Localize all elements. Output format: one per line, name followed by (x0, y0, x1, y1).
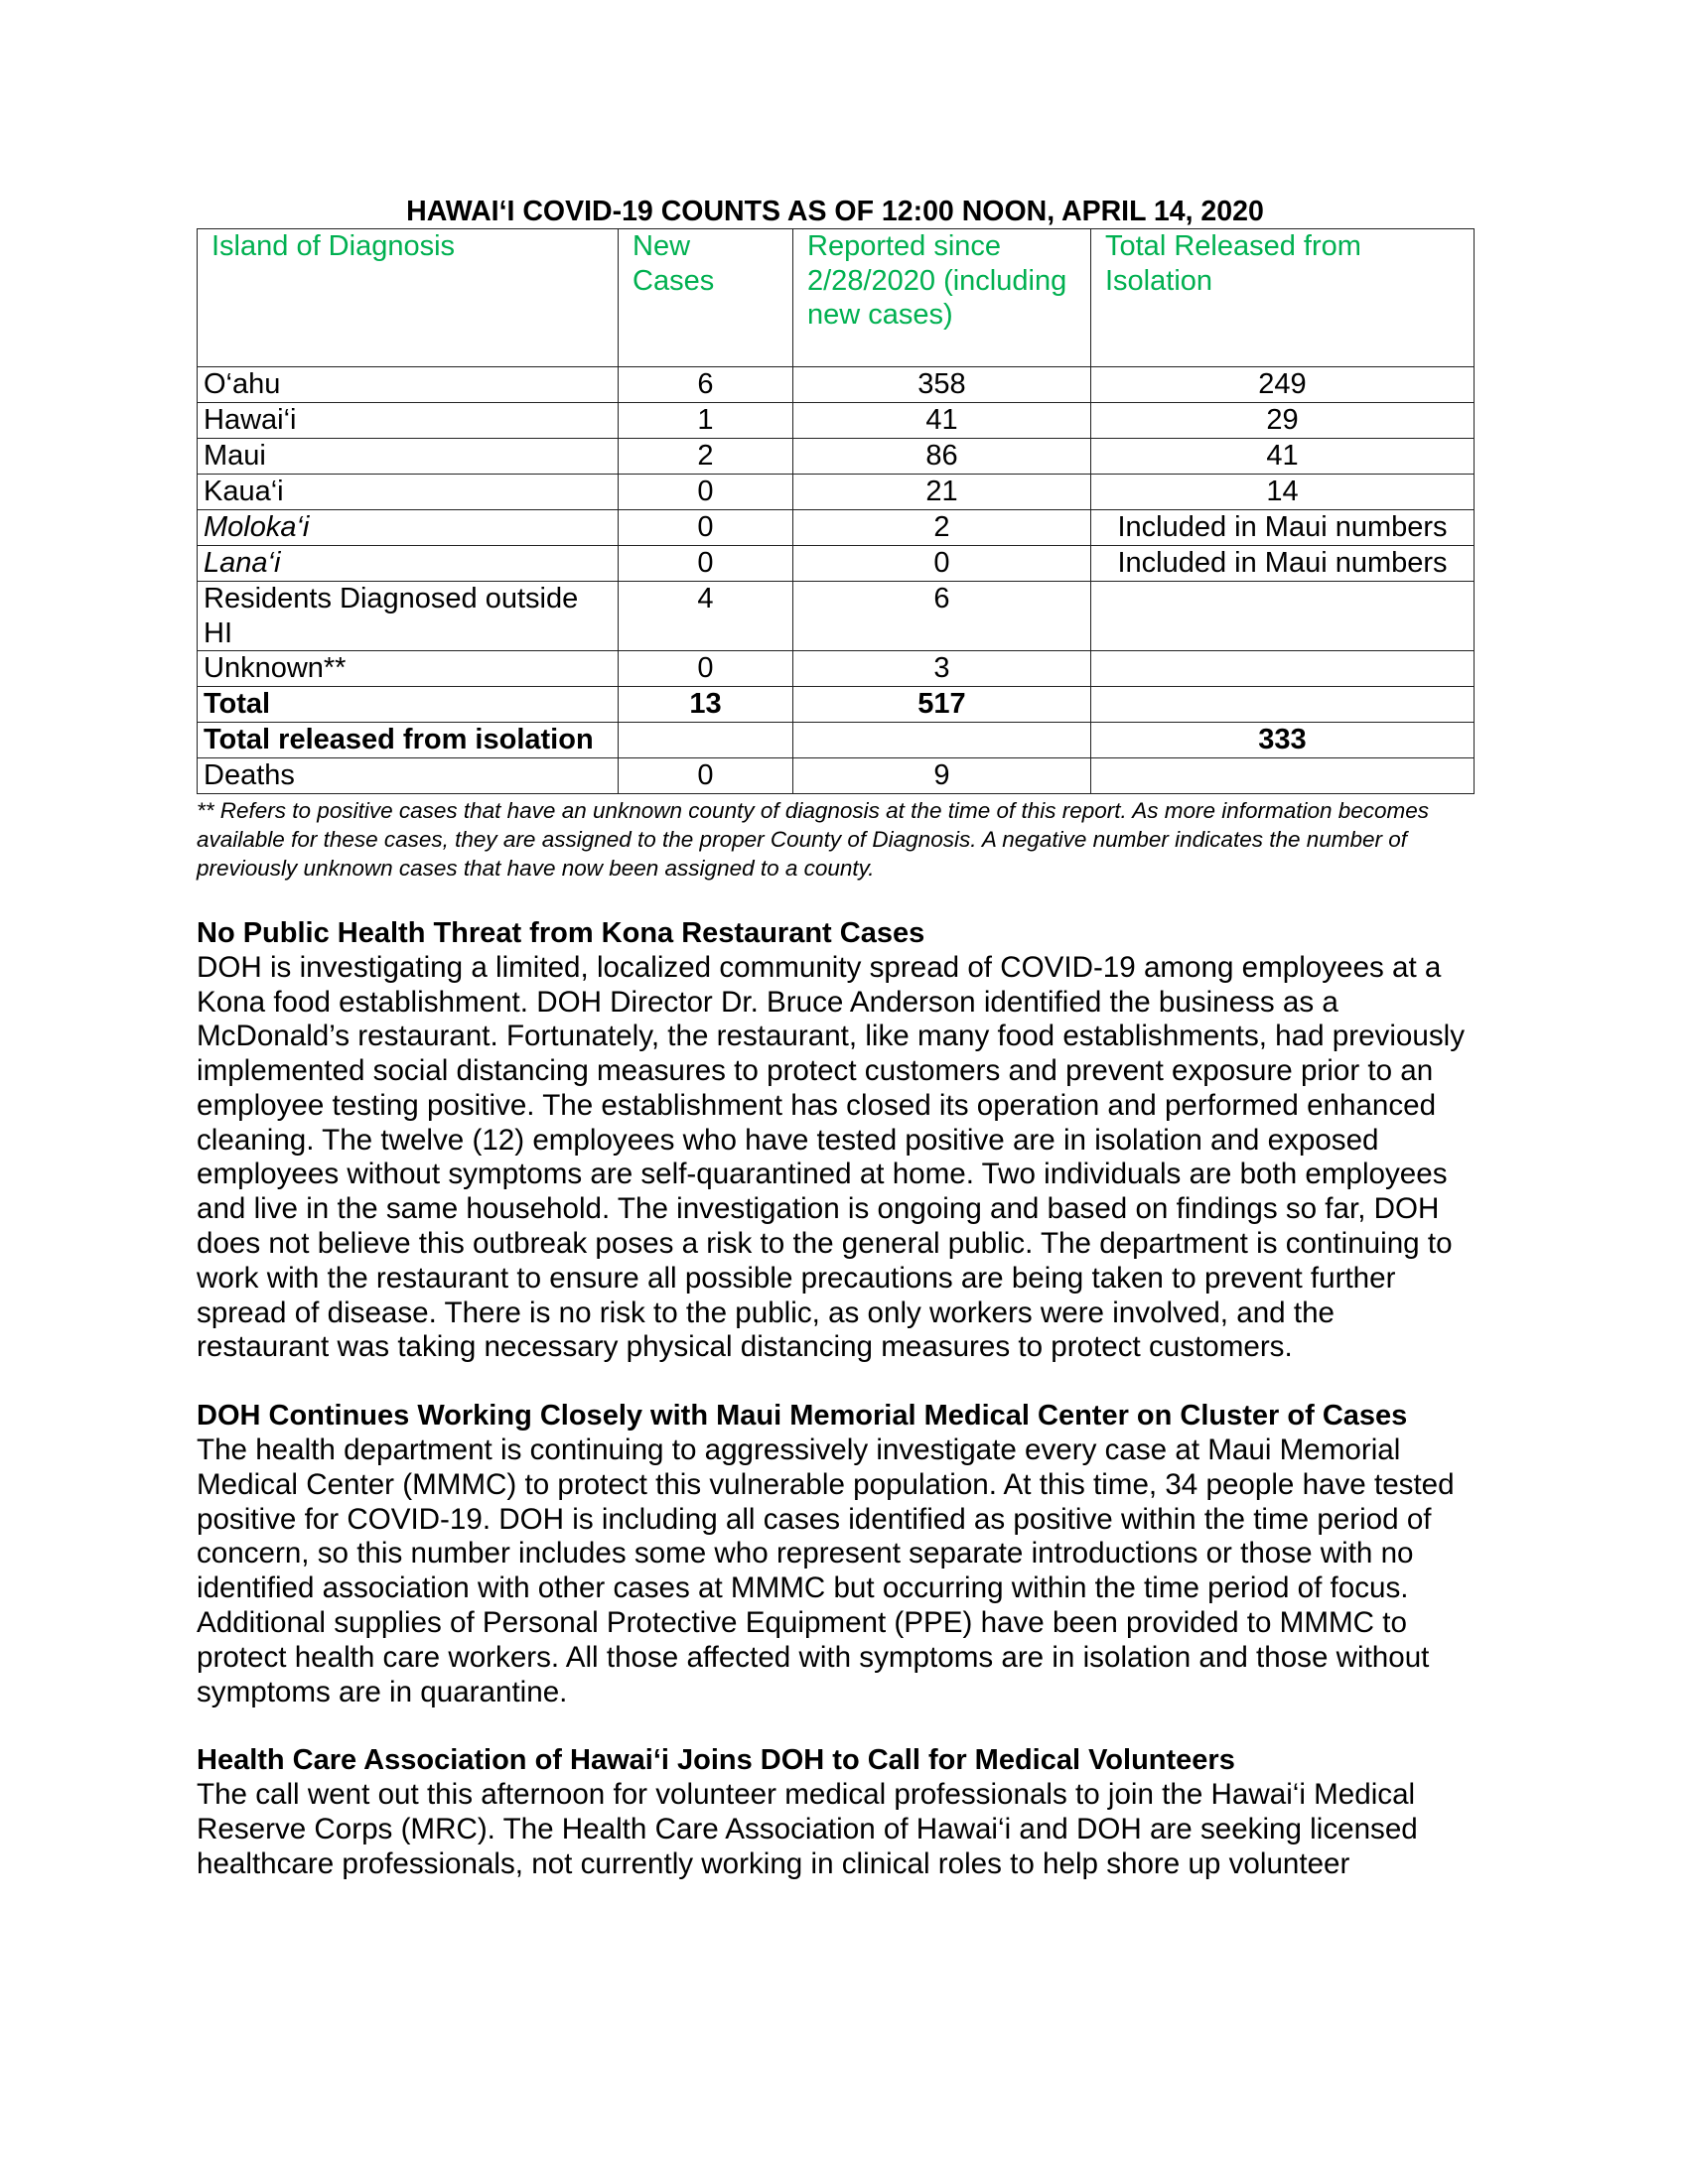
cell-total-released (1091, 687, 1475, 723)
cell-reported-since: 41 (793, 403, 1091, 439)
cell-reported-since: 0 (793, 546, 1091, 582)
cell-island: O‘ahu (198, 367, 619, 403)
cell-island: Deaths (198, 758, 619, 794)
section-heading: No Public Health Threat from Kona Restaurant Cases (197, 917, 925, 949)
section-kona-restaurant (197, 916, 1474, 1365)
header-island-of-diagnosis: Island of Diagnosis (198, 229, 619, 367)
cell-island: Hawai‘i (198, 403, 619, 439)
table-row (198, 723, 1475, 758)
header-total-released: Total Released from Isolation (1091, 229, 1475, 367)
cell-new-cases: 6 (619, 367, 793, 403)
cell-new-cases: 2 (619, 439, 793, 475)
document-page (197, 195, 1474, 1881)
cell-reported-since: 358 (793, 367, 1091, 403)
cell-total-released (1091, 651, 1475, 687)
table-row (198, 651, 1475, 687)
cell-total-released: 29 (1091, 403, 1475, 439)
cell-reported-since: 86 (793, 439, 1091, 475)
section-maui-memorial (197, 1399, 1474, 1709)
cell-new-cases: 0 (619, 651, 793, 687)
section-body: The call went out this afternoon for volunteer medical professionals to join the Hawai‘i Medical Reserve Corps (MRC). The Health Care Association of Hawai‘i and DOH are seeking licensed healthcare professionals, not currently working in clinical roles to help shore up volunteer (197, 1778, 1418, 1880)
cell-new-cases: 0 (619, 510, 793, 546)
table-row (198, 546, 1475, 582)
covid-counts-table (197, 228, 1475, 794)
cell-new-cases: 0 (619, 758, 793, 794)
section-body: The health department is continuing to aggressively investigate every case at Maui Memorial Medical Center (MMMC) to protect this vulnerable population. At this time, 34 people have tested positive for COVID-19. DOH is including all cases identified as positive within the time period of concern, so this number includes some who represent separate introductions or those with no identified association with other cases at MMMC but occurring within the time period of focus. Additional supplies of Personal Protective Equipment (PPE) have been provided to MMMC to protect health care workers. All those affected with symptoms are in isolation and those without symptoms are in quarantine. (197, 1433, 1455, 1708)
section-heading: Health Care Association of Hawai‘i Joins DOH to Call for Medical Volunteers (197, 1744, 1235, 1777)
table-row (198, 403, 1475, 439)
table-body (198, 367, 1475, 794)
cell-reported-since: 517 (793, 687, 1091, 723)
cell-total-released: 333 (1091, 723, 1475, 758)
cell-reported-since: 21 (793, 475, 1091, 510)
cell-total-released: 14 (1091, 475, 1475, 510)
cell-reported-since (793, 723, 1091, 758)
cell-island: Total (198, 687, 619, 723)
cell-island: Unknown** (198, 651, 619, 687)
table-row (198, 439, 1475, 475)
table-row (198, 758, 1475, 794)
cell-reported-since: 6 (793, 582, 1091, 651)
cell-reported-since: 2 (793, 510, 1091, 546)
header-reported-since: Reported since 2/28/2020 (including new cases) (793, 229, 1091, 367)
section-medical-volunteers (197, 1743, 1474, 1881)
cell-total-released: 249 (1091, 367, 1475, 403)
table-row (198, 687, 1475, 723)
cell-new-cases (619, 723, 793, 758)
cell-new-cases: 13 (619, 687, 793, 723)
cell-total-released: Included in Maui numbers (1091, 510, 1475, 546)
cell-island: Kaua‘i (198, 475, 619, 510)
cell-new-cases: 4 (619, 582, 793, 651)
cell-island: Moloka‘i (198, 510, 619, 546)
cell-island: Lana‘i (198, 546, 619, 582)
table-footnote: ** Refers to positive cases that have an unknown county of diagnosis at the time of this report. As more information becomes available for these cases, they are assigned to the proper County of Diagnosis. A negative number indicates the number of previously unknown cases that have now been assigned to a county. (197, 798, 1430, 881)
cell-new-cases: 0 (619, 475, 793, 510)
cell-island: Maui (198, 439, 619, 475)
cell-total-released (1091, 758, 1475, 794)
table-row (198, 367, 1475, 403)
table-header-row (198, 229, 1475, 367)
cell-new-cases: 1 (619, 403, 793, 439)
cell-island: Residents Diagnosed outside HI (198, 582, 619, 651)
document-title: HAWAI‘I COVID-19 COUNTS AS OF 12:00 NOON, APRIL 14, 2020 (406, 196, 1264, 227)
section-heading: DOH Continues Working Closely with Maui Memorial Medical Center on Cluster of Cases (197, 1400, 1408, 1433)
cell-new-cases: 0 (619, 546, 793, 582)
section-body: DOH is investigating a limited, localized community spread of COVID-19 among employees at a Kona food establishment. DOH Director Dr. Bruce Anderson identified the business as a McDonald’s restaurant. Fortunately, the restaurant, like many food establishments, had previously implemented social distancing measures to protect customers and prevent exposure prior to an employee testing positive. The establishment has closed its operation and performed enhanced cleaning. The twelve (12) employees who have tested positive are in isolation and exposed employees without symptoms are self-quarantined at home. Two individuals are both employees and live in the same household. The investigation is ongoing and based on findings so far, DOH does not believe this outbreak poses a risk to the general public. The department is continuing to work with the restaurant to ensure all possible precautions are being taken to prevent further spread of disease. There is no risk to the public, as only workers were involved, and the restaurant was taking necessary physical distancing measures to protect customers. (197, 950, 1466, 1364)
cell-reported-since: 3 (793, 651, 1091, 687)
cell-reported-since: 9 (793, 758, 1091, 794)
table-row (198, 475, 1475, 510)
cell-total-released: 41 (1091, 439, 1475, 475)
cell-total-released (1091, 582, 1475, 651)
cell-total-released: Included in Maui numbers (1091, 546, 1475, 582)
table-row (198, 582, 1475, 651)
cell-island: Total released from isolation (198, 723, 619, 758)
table-row (198, 510, 1475, 546)
header-new-cases: New Cases (619, 229, 793, 367)
